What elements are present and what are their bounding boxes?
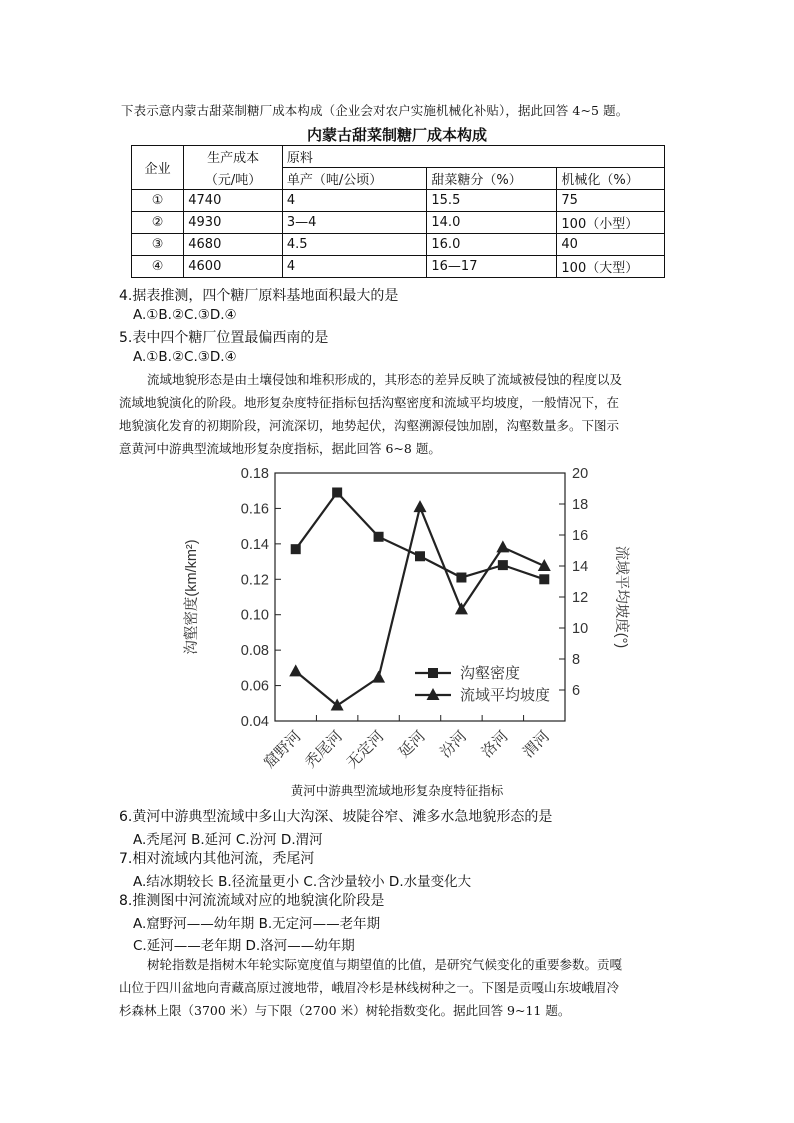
question-5: 5.表中四个糖厂位置最偏西南的是	[119, 330, 329, 346]
x-tick-label: 渭河	[519, 727, 554, 762]
x-tick-label: 延河	[395, 727, 429, 762]
table-header-row	[132, 146, 665, 168]
cell-enterprise: ③	[132, 234, 184, 256]
cell-sugar: 15.5	[427, 190, 557, 212]
cell-sugar: 14.0	[427, 212, 557, 234]
header-raw: 原料	[282, 146, 664, 168]
chart-caption: 黄河中游典型流域地形复杂度特征指标	[290, 783, 504, 798]
cell-enterprise: ②	[132, 212, 184, 234]
paragraph-line: 山位于四川盆地向青藏高原过渡地带，峨眉冷杉是林线树种之一。下图是贡嘎山东坡峨眉冷	[119, 980, 620, 995]
question-5-options: A.①B.②C.③D.④	[133, 349, 237, 365]
cost-table	[131, 145, 665, 278]
paragraph-line: 杉森林上限（3700 米）与下限（2700 米）树轮指数变化。据此回答 9~11 题。	[119, 1003, 571, 1018]
cell-mech: 100（大型）	[557, 256, 665, 278]
left-tick-label: 0.14	[240, 536, 269, 553]
cell-enterprise: ①	[132, 190, 184, 212]
cell-cost: 4600	[184, 256, 283, 278]
data-point-triangle	[289, 664, 302, 676]
paragraph-line: 流域地貌演化的阶段。地形复杂度特征指标包括沟壑密度和流域平均坡度，一般情况下，在	[119, 395, 620, 410]
data-point-square	[415, 551, 425, 561]
right-tick-label: 14	[572, 559, 589, 575]
cell-cost: 4680	[184, 234, 283, 256]
legend-label: 流域平均坡度	[460, 687, 551, 704]
paragraph-line: 意黄河中游典型流域地形复杂度指标，据此回答 6~8 题。	[119, 441, 441, 456]
data-point-square	[456, 573, 466, 583]
header-mech: 机械化（%）	[557, 168, 665, 190]
question-7-options: A.结冰期较长 B.径流量更小 C.含沙量较小 D.水量变化大	[133, 874, 472, 890]
cell-sugar: 16—17	[427, 256, 557, 278]
left-tick-label: 0.10	[240, 607, 269, 624]
question-8-options-2: C.延河——老年期 D.洛河——幼年期	[133, 938, 355, 954]
data-point-triangle	[414, 500, 427, 512]
right-tick-label: 16	[572, 528, 589, 544]
data-point-square	[291, 544, 301, 554]
table-title: 内蒙古甜菜制糖厂成本构成	[306, 126, 487, 144]
data-point-triangle	[331, 699, 344, 711]
x-tick-label: 汾河	[437, 727, 471, 762]
data-point-square	[539, 574, 549, 584]
table-row	[132, 212, 665, 234]
right-tick-label: 12	[572, 590, 589, 606]
cell-sugar: 16.0	[427, 234, 557, 256]
table-row	[132, 234, 665, 256]
right-tick-label: 8	[572, 652, 581, 668]
x-tick-label: 秃尾河	[302, 727, 346, 772]
table-row	[132, 190, 665, 212]
question-4: 4.据表推测，四个糖厂原料基地面积最大的是	[119, 288, 399, 304]
cell-mech: 75	[557, 190, 665, 212]
cell-cost: 4740	[184, 190, 283, 212]
header-enterprise: 企业	[132, 146, 184, 190]
right-tick-label: 6	[572, 683, 581, 699]
data-point-square	[332, 487, 342, 497]
left-tick-label: 0.08	[240, 643, 269, 660]
data-point-triangle	[372, 671, 385, 683]
paragraph-line: 流域地貌形态是由土壤侵蚀和堆积形成的，其形态的差异反映了流域被侵蚀的程度以及	[147, 372, 623, 387]
x-tick-label: 窟野河	[260, 727, 305, 772]
table-subheader-row	[132, 168, 665, 190]
question-8-options-1: A.窟野河——幼年期 B.无定河——老年期	[133, 916, 381, 932]
data-point-triangle	[496, 540, 509, 552]
table-row	[132, 256, 665, 278]
cell-mech: 40	[557, 234, 665, 256]
cell-unit-yield: 3—4	[282, 212, 426, 234]
legend-label: 沟壑密度	[460, 665, 521, 682]
left-tick-label: 0.12	[240, 572, 269, 589]
cell-enterprise: ④	[132, 256, 184, 278]
cell-unit-yield: 4	[282, 190, 426, 212]
header-sugar: 甜菜糖分（%）	[427, 168, 557, 190]
paragraph-line: 树轮指数是指树木年轮实际宽度值与期望值的比值，是研究气候变化的重要参数。贡嘎	[147, 957, 623, 972]
left-tick-label: 0.06	[240, 678, 269, 695]
question-6-options: A.秃尾河 B.延河 C.汾河 D.渭河	[133, 832, 323, 848]
cell-mech: 100（小型）	[557, 212, 665, 234]
legend-marker-square	[428, 668, 438, 678]
header-cost-unit: （元/吨）	[184, 168, 283, 190]
left-axis-title: 沟壑密度(km/km²)	[184, 539, 200, 655]
header-unit-yield: 单产（吨/公顷）	[282, 168, 426, 190]
header-cost: 生产成本	[184, 146, 283, 168]
data-point-square	[498, 560, 508, 570]
left-tick-label: 0.18	[240, 466, 269, 482]
x-tick-label: 洛河	[478, 727, 512, 762]
right-axis-title: 流域平均坡度(°)	[613, 545, 629, 649]
question-4-options: A.①B.②C.③D.④	[133, 307, 237, 323]
question-6: 6.黄河中游典型流域中多山大沟深、坡陡谷窄、滩多水急地貌形态的是	[119, 809, 553, 825]
right-tick-label: 20	[572, 466, 589, 482]
intro-text: 下表示意内蒙古甜菜制糖厂成本构成（企业会对农户实施机械化补贴），据此回答 4~5 题。	[121, 103, 629, 118]
cell-unit-yield: 4	[282, 256, 426, 278]
question-7: 7.相对流域内其他河流，秃尾河	[119, 851, 315, 867]
x-tick-label: 无定河	[343, 727, 388, 772]
cell-unit-yield: 4.5	[282, 234, 426, 256]
data-point-square	[374, 532, 384, 542]
left-tick-label: 0.04	[240, 714, 269, 730]
terrain-complexity-chart	[170, 455, 640, 777]
right-tick-label: 18	[572, 497, 589, 513]
left-tick-label: 0.16	[240, 501, 269, 518]
paragraph-line: 地貌演化发育的初期阶段，河流深切，地势起伏，沟壑溯源侵蚀加剧，沟壑数量多。下图示	[119, 418, 620, 433]
right-tick-label: 10	[572, 621, 589, 637]
question-8: 8.推测图中河流流域对应的地貌演化阶段是	[119, 893, 385, 909]
cell-cost: 4930	[184, 212, 283, 234]
